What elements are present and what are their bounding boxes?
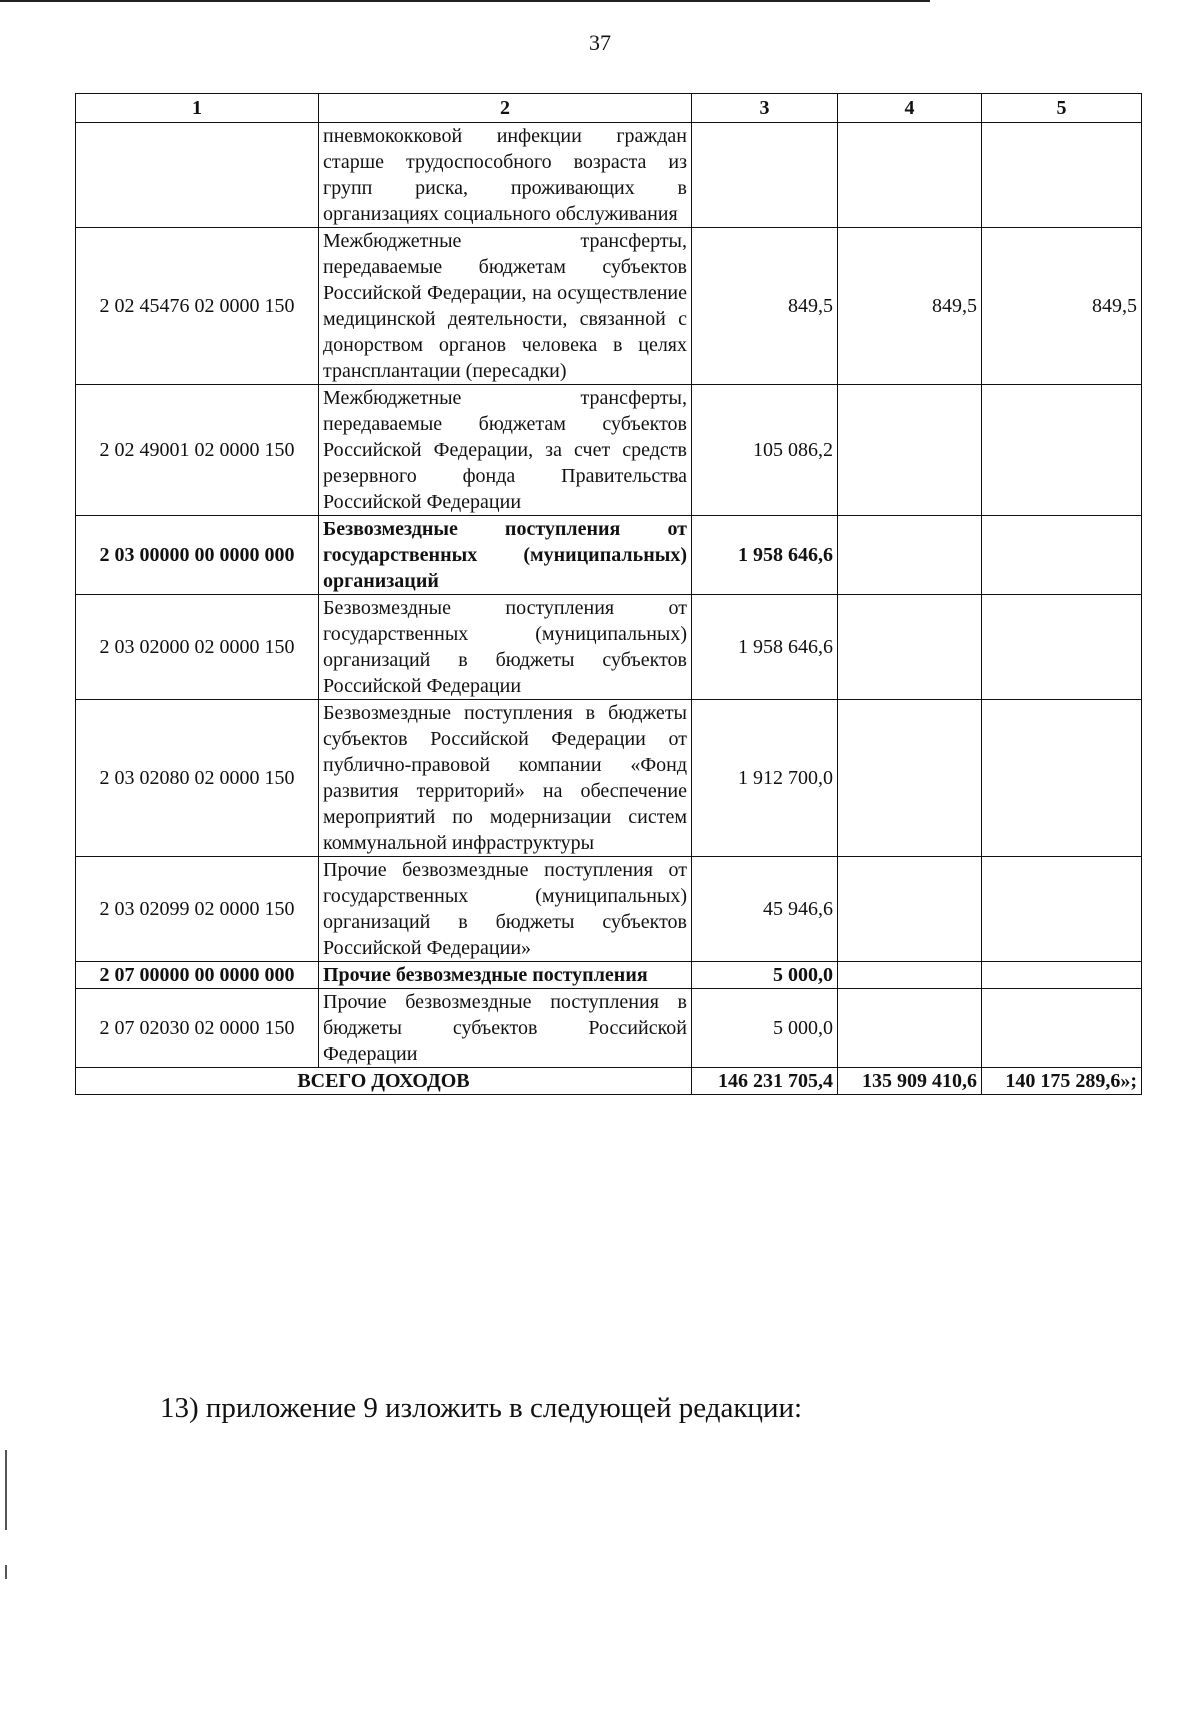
- budget-code: 2 07 00000 00 0000 000: [76, 962, 319, 989]
- budget-code: 2 03 02000 02 0000 150: [76, 595, 319, 700]
- value-col5: [982, 989, 1142, 1068]
- table-row-bold: [76, 516, 1142, 595]
- table-row: [76, 228, 1142, 385]
- value-col5: [982, 595, 1142, 700]
- header-cell: 1: [76, 94, 319, 123]
- total-col3: 146 231 705,4: [692, 1068, 838, 1095]
- revenue-description: Прочие безвозмездные поступления в бюджеты субъектов Российской Федерации: [319, 989, 692, 1068]
- margin-scan-mark: [5, 1565, 7, 1579]
- value-col5: [982, 385, 1142, 516]
- table-row-bold: [76, 962, 1142, 989]
- value-col3: 1 958 646,6: [692, 516, 838, 595]
- value-col3: 849,5: [692, 228, 838, 385]
- table-row: [76, 700, 1142, 857]
- value-col3: 105 086,2: [692, 385, 838, 516]
- value-col5: [982, 857, 1142, 962]
- revenue-description: Безвозмездные поступления от государственных (муниципальных) организаций: [319, 516, 692, 595]
- value-col4: [838, 700, 982, 857]
- total-col5: 140 175 289,6»;: [982, 1068, 1142, 1095]
- value-col4: [838, 962, 982, 989]
- value-col3: [692, 123, 838, 228]
- budget-code: 2 02 49001 02 0000 150: [76, 385, 319, 516]
- value-col5: [982, 516, 1142, 595]
- total-col4: 135 909 410,6: [838, 1068, 982, 1095]
- total-label: ВСЕГО ДОХОДОВ: [76, 1068, 692, 1095]
- value-col5: [982, 700, 1142, 857]
- value-col3: 45 946,6: [692, 857, 838, 962]
- value-col4: 849,5: [838, 228, 982, 385]
- margin-scan-mark: [5, 1450, 7, 1530]
- value-col4: [838, 989, 982, 1068]
- value-col4: [838, 123, 982, 228]
- value-col5: [982, 123, 1142, 228]
- revenue-description: Безвозмездные поступления от государственных (муниципальных) организаций в бюджеты субъектов Российской Федерации: [319, 595, 692, 700]
- revenue-description: Безвозмездные поступления в бюджеты субъектов Российской Федерации от публично-правовой компании «Фонд развития территорий» на обеспечение мероприятий по модернизации систем коммунальной инфраструктуры: [319, 700, 692, 857]
- header-cell: 4: [838, 94, 982, 123]
- revenue-table: [75, 93, 1142, 1095]
- value-col3: 5 000,0: [692, 962, 838, 989]
- value-col3: 1 912 700,0: [692, 700, 838, 857]
- revenue-description: Межбюджетные трансферты, передаваемые бюджетам субъектов Российской Федерации, за счет средств резервного фонда Правительства Российской Федерации: [319, 385, 692, 516]
- budget-code: 2 03 02099 02 0000 150: [76, 857, 319, 962]
- value-col5: 849,5: [982, 228, 1142, 385]
- budget-code: 2 02 45476 02 0000 150: [76, 228, 319, 385]
- page-number: 37: [589, 30, 611, 55]
- header-cell: 5: [982, 94, 1142, 123]
- value-col3: 1 958 646,6: [692, 595, 838, 700]
- budget-code: 2 03 02080 02 0000 150: [76, 700, 319, 857]
- budget-code: [76, 123, 319, 228]
- value-col4: [838, 516, 982, 595]
- header-cell: 2: [319, 94, 692, 123]
- header-row: [76, 94, 1142, 123]
- revenue-description: Прочие безвозмездные поступления: [319, 962, 692, 989]
- budget-code: 2 07 02030 02 0000 150: [76, 989, 319, 1068]
- revenue-description: Прочие безвозмездные поступления от государственных (муниципальных) организаций в бюджеты субъектов Российской Федерации»: [319, 857, 692, 962]
- revenue-description: Межбюджетные трансферты, передаваемые бюджетам субъектов Российской Федерации, на осуществление медицинской деятельности, связанной с донорством органов человека в целях трансплантации (пересадки): [319, 228, 692, 385]
- amendment-text: 13) приложение 9 изложить в следующей редакции:: [160, 1392, 803, 1424]
- value-col4: [838, 385, 982, 516]
- table-row: [76, 123, 1142, 228]
- value-col4: [838, 857, 982, 962]
- value-col3: 5 000,0: [692, 989, 838, 1068]
- table-row: [76, 385, 1142, 516]
- budget-code: 2 03 00000 00 0000 000: [76, 516, 319, 595]
- value-col4: [838, 595, 982, 700]
- header-cell: 3: [692, 94, 838, 123]
- table-row: [76, 595, 1142, 700]
- table-row: [76, 989, 1142, 1068]
- value-col5: [982, 962, 1142, 989]
- top-border-line: [0, 0, 930, 2]
- table-row: [76, 857, 1142, 962]
- total-row: [76, 1068, 1142, 1095]
- revenue-description: пневмококковой инфекции граждан старше трудоспособного возраста из групп риска, проживающих в организациях социального обслуживания: [319, 123, 692, 228]
